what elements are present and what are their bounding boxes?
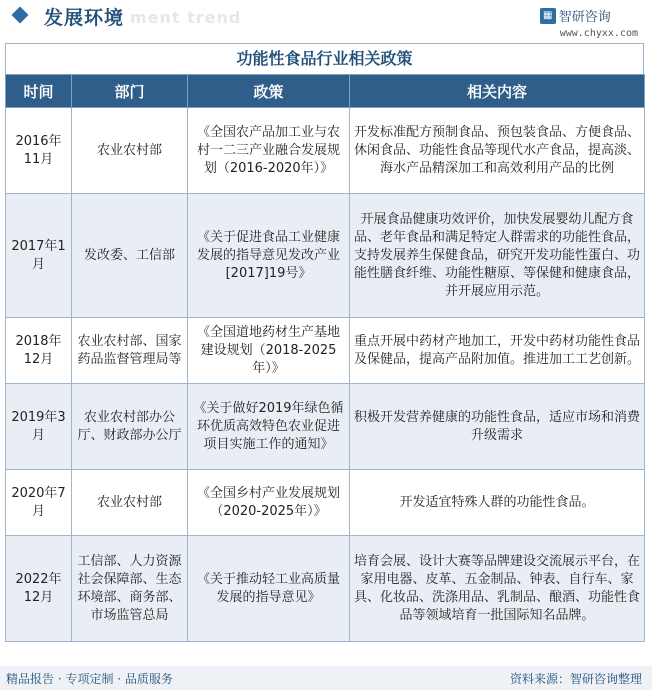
logo-url: www.chyxx.com xyxy=(559,28,638,39)
table-row xyxy=(6,536,645,642)
table-row xyxy=(6,318,645,384)
cell-dept: 农业农村部办公厅、财政部办公厅 xyxy=(72,384,188,470)
column-header-time: 时间 xyxy=(6,75,72,108)
table-header-row xyxy=(6,75,645,108)
policy-table xyxy=(5,74,645,642)
page-header xyxy=(0,0,652,40)
column-header-policy: 政策 xyxy=(188,75,350,108)
cell-content: 积极开发营养健康的功能性食品，适应市场和消费升级需求 xyxy=(350,384,645,470)
column-header-content: 相关内容 xyxy=(350,75,645,108)
cell-policy: 《全国道地药材生产基地建设规划（2018-2025年）》 xyxy=(188,318,350,384)
cell-dept: 农业农村部 xyxy=(72,470,188,536)
table-row xyxy=(6,470,645,536)
table-row xyxy=(6,384,645,470)
cell-content: 开发适宜特殊人群的功能性食品。 xyxy=(350,470,645,536)
section-title: 发展环境 xyxy=(44,7,125,29)
cell-time: 2017年1月 xyxy=(6,194,72,318)
cell-time: 2022年12月 xyxy=(6,536,72,642)
table-title: 功能性食品行业相关政策 xyxy=(5,43,644,74)
footer-source: 资料来源：智研咨询整理 xyxy=(509,672,642,686)
brand-logo xyxy=(540,5,638,39)
header-watermark: ment trend xyxy=(130,8,242,27)
cell-time: 2019年3月 xyxy=(6,384,72,470)
column-header-dept: 部门 xyxy=(72,75,188,108)
cell-content: 开发标准配方预制食品、预包装食品、方便食品、休闲食品、功能性食品等现代水产食品，提高淡、海水产品精深加工和高效利用产品的比例 xyxy=(350,108,645,194)
cell-policy: 《关于推动轻工业高质量发展的指导意见》 xyxy=(188,536,350,642)
cell-dept: 发改委、工信部 xyxy=(72,194,188,318)
cell-policy: 《全国乡村产业发展规划（2020-2025年）》 xyxy=(188,470,350,536)
cell-time: 2020年7月 xyxy=(6,470,72,536)
footer-slogan: 精品报告 · 专项定制 · 品质服务 xyxy=(6,672,173,686)
cell-time: 2016年11月 xyxy=(6,108,72,194)
cell-dept: 工信部、人力资源社会保障部、生态环境部、商务部、市场监管总局 xyxy=(72,536,188,642)
cell-dept: 农业农村部 xyxy=(72,108,188,194)
table-row xyxy=(6,194,645,318)
cell-policy: 《关于做好2019年绿色循环优质高效特色农业促进项目实施工作的通知》 xyxy=(188,384,350,470)
table-row xyxy=(6,108,645,194)
cell-content: 重点开展中药材产地加工，开发中药材功能性食品及保健品，提高产品附加值。推进加工工艺创新。 xyxy=(350,318,645,384)
cell-time: 2018年12月 xyxy=(6,318,72,384)
logo-name: 智研咨询 xyxy=(558,10,611,25)
diamond-icon xyxy=(12,7,29,24)
cell-content: 开展食品健康功效评价，加快发展婴幼儿配方食品、老年食品和满足特定人群需求的功能性食品，支持发展养生保健食品，研究开发功能性蛋白、功能性膳食纤维、功能性糖原、等保健和健康食品，并开展应用示范。 xyxy=(350,194,645,318)
cell-policy: 《关于促进食品工业健康发展的指导意见发改产业[2017]19号》 xyxy=(188,194,350,318)
page-footer xyxy=(0,666,652,690)
cell-policy: 《全国农产品加工业与农村一二三产业融合发展规划（2016-2020年）》 xyxy=(188,108,350,194)
logo-icon: ▦ xyxy=(540,8,556,24)
cell-dept: 农业农村部、国家药品监督管理局等 xyxy=(72,318,188,384)
cell-content: 培育会展、设计大赛等品牌建设交流展示平台，在家用电器、皮革、五金制品、钟表、自行车、家具、化妆品、洗涤用品、乳制品、酿酒、功能性食品等领域培育一批国际知名品牌。 xyxy=(350,536,645,642)
